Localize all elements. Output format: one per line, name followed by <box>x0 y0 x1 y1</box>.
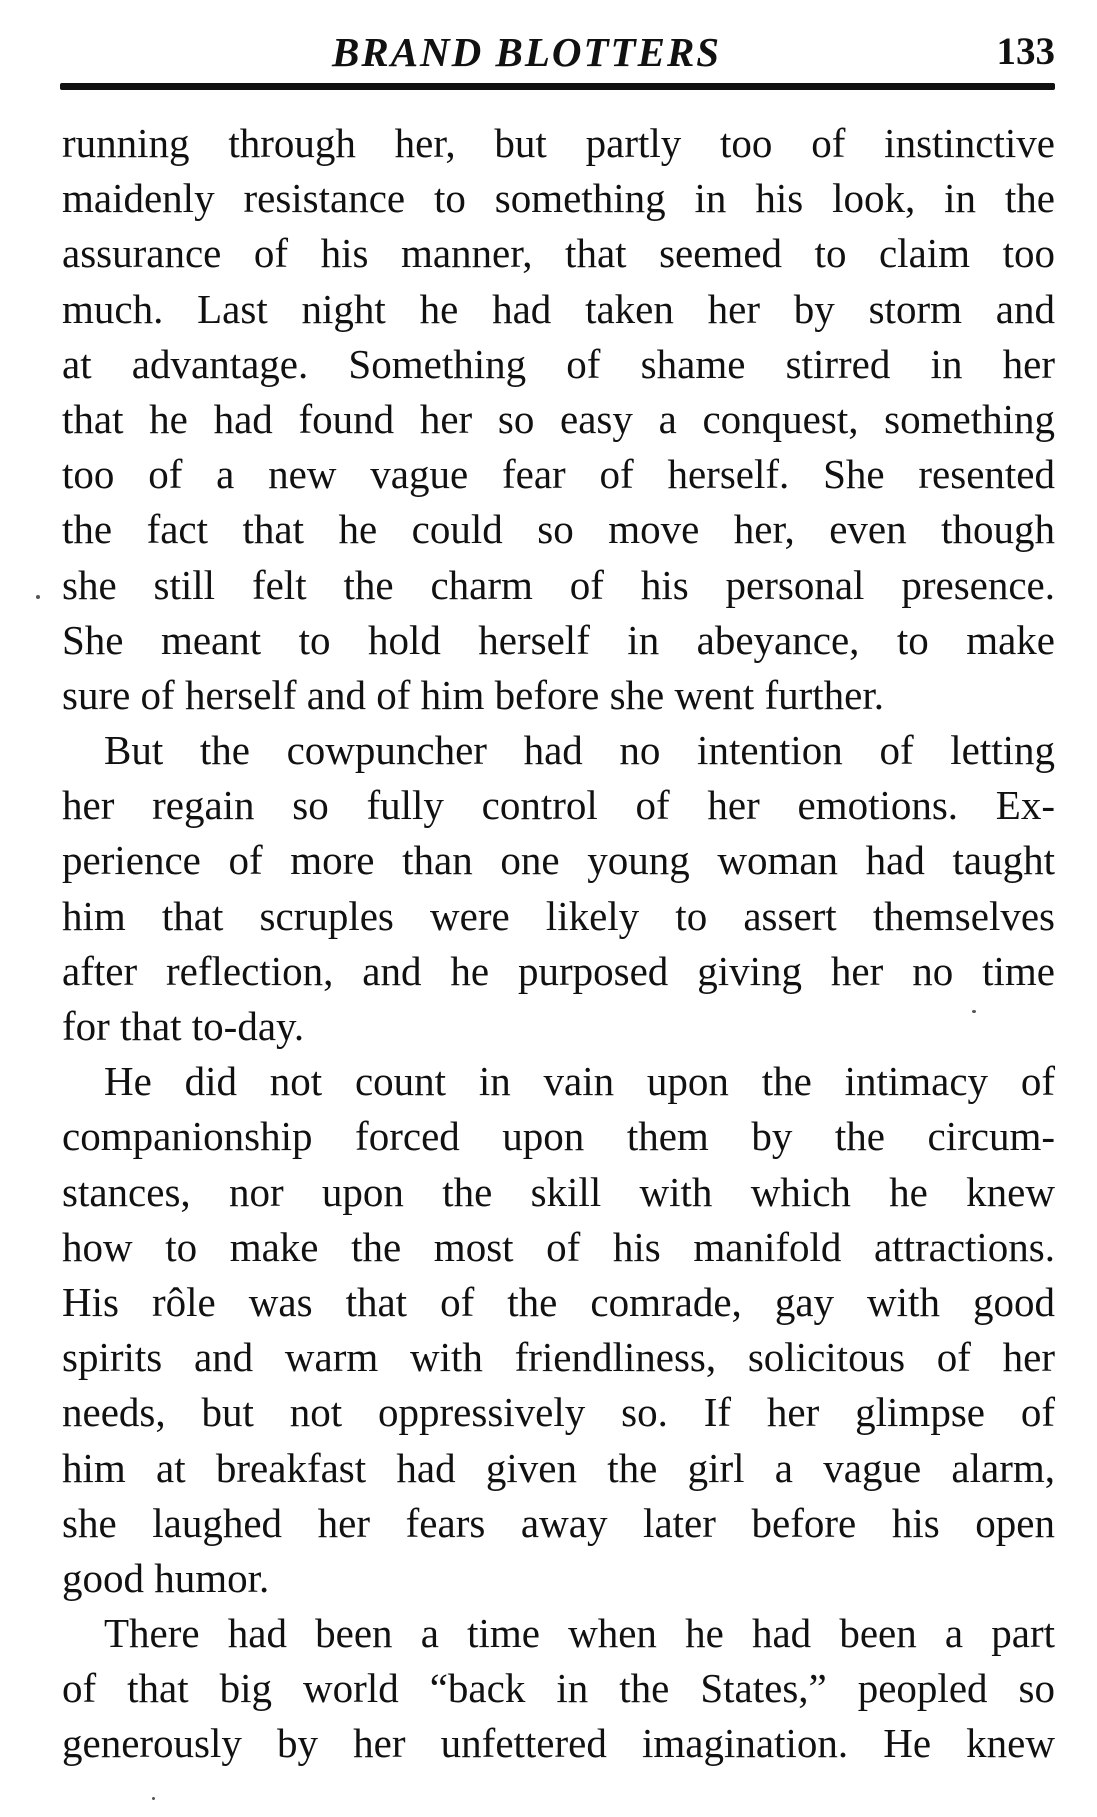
text-line: maidenly resistance to something in his look, in the <box>62 175 1055 222</box>
text-line: much. Last night he had taken her by storm and <box>62 285 1055 332</box>
text-line: perience of more than one young woman had taught <box>62 837 1055 884</box>
paragraph-first-line: There had been a time when he had been a part <box>104 1610 1055 1657</box>
text-line: the fact that he could so move her, even though <box>62 506 1055 553</box>
paragraph-end-line: for that to-day. <box>62 1003 305 1049</box>
text-line: generously by her unfettered imagination. He knew <box>62 1720 1055 1767</box>
text-line: assurance of his manner, that seemed to claim too <box>62 230 1055 277</box>
page-header <box>62 24 1055 76</box>
paragraph-end-line: sure of herself and of him before she went further. <box>62 671 884 718</box>
header-rule <box>60 83 1055 90</box>
text-line: His rôle was that of the comrade, gay with good <box>62 1278 1055 1325</box>
text-line: spirits and warm with friendliness, solicitous of her <box>62 1334 1055 1381</box>
text-line: him that scruples were likely to assert themselves <box>62 892 1055 939</box>
text-line: she laughed her fears away later before his open <box>62 1499 1055 1546</box>
text-line: companionship forced upon them by the circum- <box>62 1113 1055 1160</box>
text-line: of that big world “back in the States,” peopled so <box>62 1665 1055 1712</box>
print-speck <box>36 595 40 599</box>
paragraph-end-line: good humor. <box>62 1554 270 1601</box>
text-line: she still felt the charm of his personal presence. <box>62 561 1055 608</box>
text-line: after reflection, and he purposed giving her no time <box>62 947 1055 994</box>
text-line: She meant to hold herself in abeyance, to make <box>62 616 1055 663</box>
text-line: running through her, but partly too of instinctive <box>62 120 1055 166</box>
text-line: how to make the most of his manifold attractions. <box>62 1223 1055 1270</box>
running-title: BRAND BLOTTERS <box>332 29 722 75</box>
print-speck <box>152 1797 155 1800</box>
page-number: 133 <box>996 30 1055 73</box>
text-line: needs, but not oppressively so. If her glimpse of <box>62 1389 1055 1436</box>
text-line: her regain so fully control of her emotions. Ex- <box>62 782 1055 829</box>
print-speck <box>972 1010 976 1013</box>
paragraph-first-line: But the cowpuncher had no intention of letting <box>104 727 1055 774</box>
text-line: at advantage. Something of shame stirred in her <box>62 340 1055 387</box>
text-line: that he had found her so easy a conquest, something <box>62 395 1055 442</box>
text-line: too of a new vague fear of herself. She resented <box>62 451 1055 498</box>
paragraph-first-line: He did not count in vain upon the intimacy of <box>104 1058 1055 1105</box>
text-line: stances, nor upon the skill with which he knew <box>62 1168 1055 1215</box>
text-line: him at breakfast had given the girl a vague alarm, <box>62 1444 1055 1491</box>
body-text <box>62 116 1055 1772</box>
